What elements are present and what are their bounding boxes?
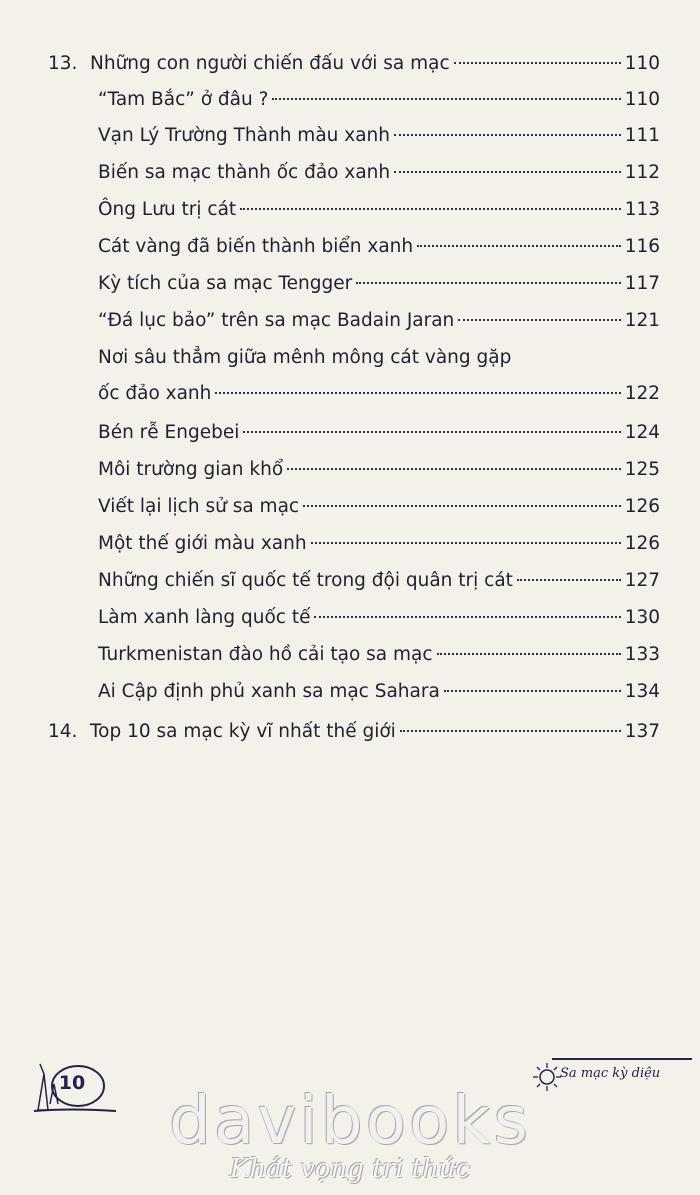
toc-entry-title: “Đá lục bảo” trên sa mạc Badain Jaran (98, 310, 455, 331)
leader-dots (215, 392, 620, 394)
toc-entry (98, 309, 660, 333)
toc-entry-page: 124 (624, 422, 660, 443)
toc-entry-page: 127 (624, 570, 660, 591)
toc-entry-page: 110 (624, 89, 660, 110)
toc-entry (98, 569, 660, 593)
leader-dots (356, 282, 620, 284)
toc-entry-page: 121 (624, 310, 660, 331)
toc-entry-title: Ông Lưu trị cát (98, 199, 237, 220)
toc-entry-title: Nơi sâu thẳm giữa mênh mông cát vàng gặp (98, 347, 512, 368)
toc-entry-title: Bén rễ Engebei (98, 422, 240, 443)
toc-entry (98, 124, 660, 148)
leader-dots (444, 690, 621, 692)
toc-entry-number: 13. (48, 53, 78, 74)
toc-entry-title: Những con người chiến đấu với sa mạc (90, 53, 450, 74)
leader-dots (314, 616, 620, 618)
toc-entry-title: Kỳ tích của sa mạc Tengger (98, 273, 353, 294)
toc-entry-number: 14. (48, 721, 78, 742)
toc-entry (98, 643, 660, 667)
toc-entry-page: 122 (624, 383, 660, 404)
leader-dots (287, 468, 621, 470)
toc-entry (98, 532, 660, 556)
toc-entry-page: 117 (624, 273, 660, 294)
running-footer-title: Sa mạc kỳ diệu (560, 1066, 661, 1081)
toc-entry-page: 130 (624, 607, 660, 628)
toc-entry-title: Ai Cập định phủ xanh sa mạc Sahara (98, 681, 440, 702)
watermark-brand: davibooks (169, 1082, 531, 1159)
leader-dots (272, 98, 620, 100)
toc-entry-page: 113 (624, 199, 660, 220)
toc-entry-title: Một thế giới màu xanh (98, 533, 307, 554)
toc-entry (98, 88, 660, 112)
toc-entry-title: Biến sa mạc thành ốc đảo xanh (98, 162, 391, 183)
toc-entry-page: 112 (624, 162, 660, 183)
toc-entry-page: 116 (624, 236, 660, 257)
footer-rule (552, 1058, 692, 1060)
toc-entry-page: 126 (624, 496, 660, 517)
toc-entry-title: Top 10 sa mạc kỳ vĩ nhất thế giới (90, 721, 396, 742)
leader-dots (437, 653, 621, 655)
leader-dots (303, 505, 621, 507)
leader-dots (517, 579, 621, 581)
leader-dots (394, 171, 621, 173)
toc-entry-title: Turkmenistan đào hồ cải tạo sa mạc (98, 644, 433, 665)
leader-dots (400, 730, 621, 732)
toc-entry-title: Viết lại lịch sử sa mạc (98, 496, 300, 517)
page-number: 10 (58, 1072, 86, 1094)
leader-dots (394, 134, 621, 136)
toc-entry-page: 137 (624, 721, 660, 742)
toc-entry-page: 126 (624, 533, 660, 554)
toc-entry (98, 495, 660, 519)
toc-entry (98, 272, 660, 296)
toc-entry (98, 198, 660, 222)
toc-entry (98, 458, 660, 482)
leader-dots (458, 319, 620, 321)
toc-entry-page: 125 (624, 459, 660, 480)
leader-dots (454, 62, 621, 64)
toc-entry (98, 382, 660, 406)
toc-entry (48, 720, 660, 744)
toc-entry (98, 680, 660, 704)
toc-entry-page: 134 (624, 681, 660, 702)
toc-entry (98, 161, 660, 185)
toc-entry (98, 606, 660, 630)
toc-entry (98, 346, 660, 370)
toc-entry-title: Những chiến sĩ quốc tế trong đội quân trị cát (98, 570, 513, 591)
toc-entry-title: Môi trường gian khổ (98, 459, 284, 480)
watermark-tagline: Khát vọng tri thức (229, 1154, 471, 1184)
toc-entry-title: Làm xanh làng quốc tế (98, 607, 311, 628)
toc-entry (98, 421, 660, 445)
toc-entry-title: ốc đảo xanh (98, 383, 212, 404)
toc-entry-title: Vạn Lý Trường Thành màu xanh (98, 125, 391, 146)
toc-entry-title: Cát vàng đã biến thành biển xanh (98, 236, 414, 257)
toc-entry (98, 235, 660, 259)
leader-dots (243, 431, 620, 433)
toc-entry-page: 111 (624, 125, 660, 146)
toc-entry-page: 110 (624, 53, 660, 74)
toc-entry (48, 52, 660, 76)
leader-dots (311, 542, 621, 544)
leader-dots (240, 208, 620, 210)
toc-entry-page: 133 (624, 644, 660, 665)
toc-entry-title: “Tam Bắc” ở đâu ? (98, 89, 269, 110)
leader-dots (417, 245, 621, 247)
